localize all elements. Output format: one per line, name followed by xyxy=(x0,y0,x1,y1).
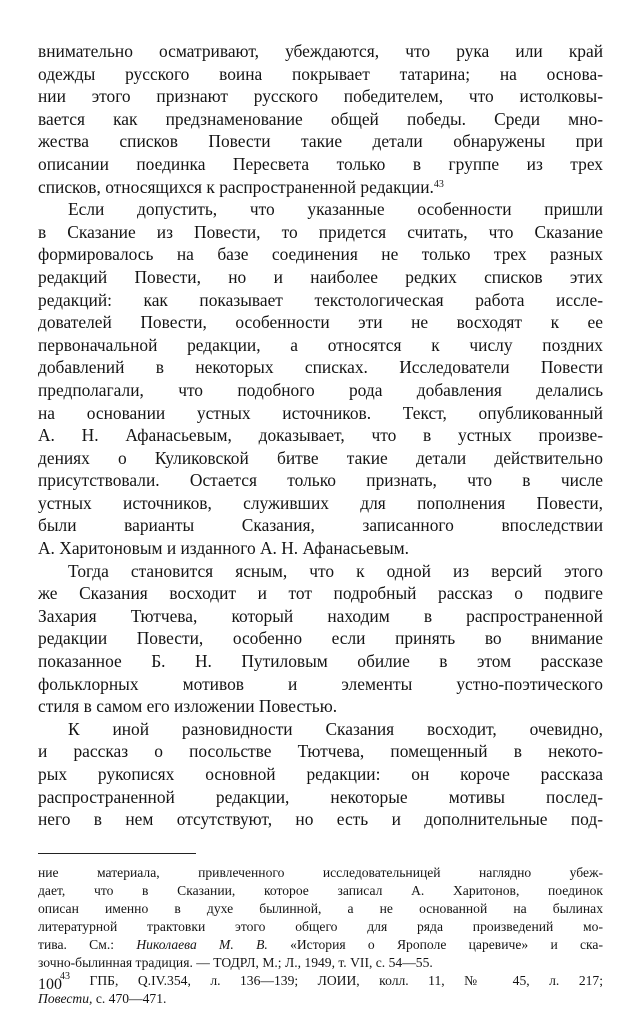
body-text-line: редакций: как показывает текстологическая работа иссле- xyxy=(38,289,603,310)
footnote-line: дает, что в Сказании, которое записал А. Харитонов, поединок xyxy=(38,882,603,898)
body-text-line: Захария Тютчева, который находим в распространенной xyxy=(38,605,603,626)
footnote-line: Повести, с. 470—471. xyxy=(38,990,167,1006)
body-text-line: фольклорных мотивов и элементы устно-поэтического xyxy=(38,673,603,694)
footnote-reference: 43 xyxy=(433,178,444,190)
body-text-line: редакции Повести, особенно если принять во внимание xyxy=(38,628,603,649)
main-text xyxy=(38,40,603,831)
body-text-line: первоначальной редакции, а относятся к числу поздних xyxy=(38,334,603,355)
body-text-line: Если допустить, что указанные особенности пришли xyxy=(68,199,603,220)
body-text-line: описании поединка Пересвета только в группе из трех xyxy=(38,153,603,174)
body-text-line: нии этого признают русского победителем, что истолковы- xyxy=(38,86,603,107)
body-text-line: и рассказ о посольстве Тютчева, помещенный в некото- xyxy=(38,741,603,762)
body-text-line: вается как предзнаменование общей победы. Среди мно- xyxy=(38,108,603,129)
italic-citation: Повести, xyxy=(38,990,93,1006)
body-text-line: стиля в самом его изложении Повестью. xyxy=(38,696,338,717)
body-text-line: одежды русского воина покрывает татарина; на основа- xyxy=(38,63,603,84)
footnote-line: $^{43}$ ГПБ, Q.IV.354, л. 136—139; ЛОИИ, колл. 11, № 45, л. 217; xyxy=(60,971,603,988)
body-text-line: жества списков Повести такие детали обнаружены при xyxy=(38,131,603,152)
body-text-line: А. Харитоновым и изданного А. Н. Афанасьевым. xyxy=(38,538,410,559)
footnote-line: тива. См.: Николаева М. В. «История о Ярополе царевиче» и ска- xyxy=(38,936,603,952)
body-text-line: К иной разновидности Сказания восходит, очевидно, xyxy=(68,718,603,739)
body-text-line: дениях о Куликовской битве такие детали действительно xyxy=(38,447,603,468)
body-text-line: устных источников, служивших для пополнения Повести, xyxy=(38,492,603,513)
body-text-line: присутствовали. Остается только признать, что в числе xyxy=(38,470,603,491)
body-text-line: внимательно осматривают, убеждаются, что рука или край xyxy=(38,41,603,61)
body-text-line: формировалось на базе соединения не только трех разных xyxy=(38,244,603,265)
page-number: 100 xyxy=(38,976,62,993)
body-text-line: дователей Повести, особенности эти не восходят к ее xyxy=(38,312,603,333)
body-text-line: него в нем отсутствуют, но есть и дополнительные под- xyxy=(38,809,603,830)
body-text-line: рых рукописях основной редакции: он короче рассказа xyxy=(38,764,603,784)
footnote-line: литературной трактовки этого общего для ряда произведений мо- xyxy=(38,918,603,934)
body-text-line: распространенной редакции, некоторые мотивы послед- xyxy=(38,786,603,807)
footnotes xyxy=(38,864,603,1008)
footnote-line: зочно-былинная традиция. — ТОДРЛ, М.; Л., 1949, т. VII, с. 54—55. xyxy=(38,954,433,970)
footnote-line: ние материала, привлеченного исследовательницей наглядно убеж- xyxy=(38,864,603,880)
body-text-line: предполагали, что подобного рода добавления делались xyxy=(38,379,603,400)
body-text-line: были варианты Сказания, записанного впоследствии xyxy=(38,515,603,536)
footnote-marker: 43 xyxy=(60,971,70,982)
footnote-line: описан именно в духе былинной, а не основанной на былинах xyxy=(38,900,603,916)
body-text-line: списков, относящихся к распространенной редакции.$^{43}$ xyxy=(38,176,444,197)
body-text-line: же Сказания восходит и тот подробный рассказ о подвиге xyxy=(38,583,603,604)
body-text-line: А. Н. Афанасьевым, доказывает, что в устных произве- xyxy=(38,425,603,446)
body-text-line: редакций Повести, но и наиболее редких списков этих xyxy=(38,266,603,287)
footnote-separator xyxy=(38,853,196,854)
body-text-line: добавлений в некоторых списках. Исследователи Повести xyxy=(38,357,603,378)
book-page xyxy=(38,40,603,1008)
body-text-line: Тогда становится ясным, что к одной из версий этого xyxy=(68,560,603,581)
italic-citation: Николаева М. В. xyxy=(136,936,268,952)
body-text-line: в Сказание из Повести, то придется считать, что Сказание xyxy=(38,221,603,242)
body-text-line: показанное Б. Н. Путиловым обилие в этом рассказе xyxy=(38,651,603,672)
body-text-line: на основании устных источников. Текст, опубликованный xyxy=(38,402,603,423)
